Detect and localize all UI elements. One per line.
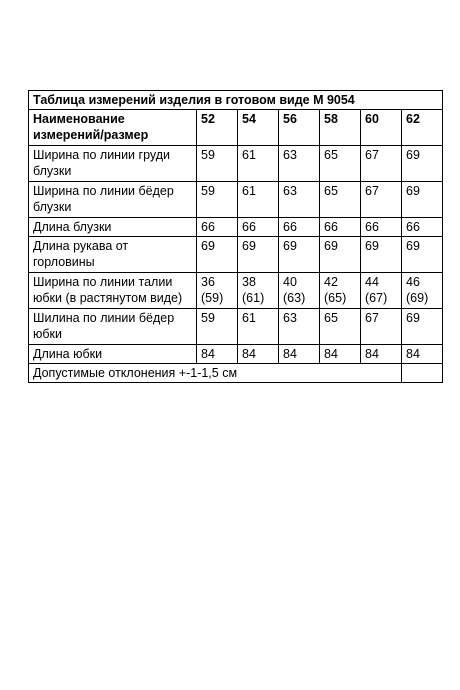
title-row [29,91,443,110]
table-row [29,182,443,218]
cell-value: 69 [361,237,402,273]
cell-value: 44 (67) [361,273,402,309]
cell-value: 67 [361,182,402,218]
header-row [29,110,443,146]
tolerance-note: Допустимые отклонения +-1-1,5 см [29,364,402,383]
cell-value: 84 [238,345,279,364]
row-label: Ширина по линии талии юбки (в растянутом виде) [29,273,197,309]
cell-value: 84 [320,345,361,364]
header-name-label: Наименование измерений/размер [29,110,197,146]
empty-cell [402,364,443,383]
size-header: 52 [197,110,238,146]
cell-value: 40 (63) [279,273,320,309]
size-header: 56 [279,110,320,146]
cell-value: 36 (59) [197,273,238,309]
cell-value: 67 [361,309,402,345]
cell-value: 84 [361,345,402,364]
cell-value: 61 [238,309,279,345]
cell-value: 66 [361,218,402,237]
cell-value: 59 [197,146,238,182]
cell-value: 84 [279,345,320,364]
footer-row [29,364,443,383]
cell-value: 63 [279,309,320,345]
cell-value: 65 [320,182,361,218]
cell-value: 65 [320,309,361,345]
cell-value: 59 [197,182,238,218]
size-header: 58 [320,110,361,146]
cell-value: 84 [402,345,443,364]
table-row [29,237,443,273]
table-title: Таблица измерений изделия в готовом виде М 9054 [29,91,443,110]
cell-value: 69 [402,182,443,218]
cell-value: 38 (61) [238,273,279,309]
cell-value: 66 [197,218,238,237]
row-label: Ширина по линии бёдер блузки [29,182,197,218]
cell-value: 63 [279,146,320,182]
measurement-table [28,90,443,383]
cell-value: 69 [279,237,320,273]
cell-value: 66 [238,218,279,237]
row-label: Длина юбки [29,345,197,364]
cell-value: 61 [238,146,279,182]
row-label: Шилина по линии бёдер юбки [29,309,197,345]
size-header: 60 [361,110,402,146]
size-header: 54 [238,110,279,146]
row-label: Длина рукава от горловины [29,237,197,273]
size-header: 62 [402,110,443,146]
table-row [29,309,443,345]
cell-value: 63 [279,182,320,218]
cell-value: 69 [238,237,279,273]
cell-value: 46 (69) [402,273,443,309]
cell-value: 69 [320,237,361,273]
cell-value: 66 [402,218,443,237]
cell-value: 69 [402,237,443,273]
table-row [29,218,443,237]
cell-value: 66 [279,218,320,237]
cell-value: 61 [238,182,279,218]
cell-value: 42 (65) [320,273,361,309]
table-row [29,146,443,182]
cell-value: 69 [402,309,443,345]
cell-value: 69 [197,237,238,273]
table-row [29,345,443,364]
cell-value: 65 [320,146,361,182]
cell-value: 84 [197,345,238,364]
cell-value: 67 [361,146,402,182]
row-label: Длина блузки [29,218,197,237]
cell-value: 69 [402,146,443,182]
cell-value: 59 [197,309,238,345]
cell-value: 66 [320,218,361,237]
row-label: Ширина по линии груди блузки [29,146,197,182]
table-row [29,273,443,309]
